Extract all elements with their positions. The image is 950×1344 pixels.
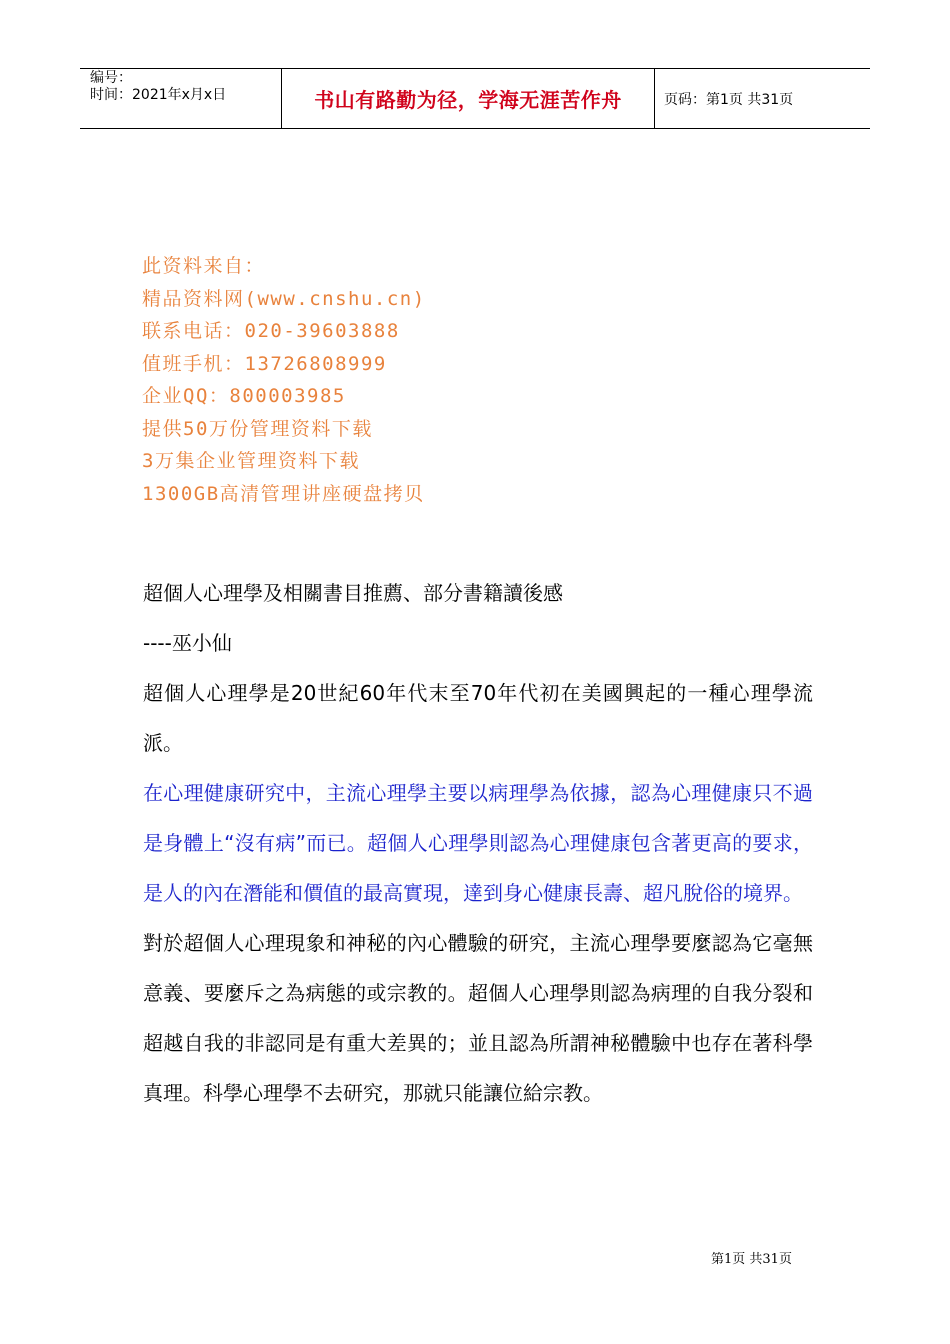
document-title: 超個人心理學及相關書目推薦、部分書籍讀後感 <box>143 581 563 605</box>
header-page-info: 页码：第1页 共31页 <box>664 91 794 108</box>
source-info-block <box>142 250 426 510</box>
paragraph-mystic: 對於超個人心理現象和神秘的內心體驗的研究，主流心理學要麼認為它毫無意義、要麼斥之為病態的或宗教的。超個人心理學則認為病理的自我分裂和超越自我的非認同是有重大差異的；並且認為所謂神秘體驗中也存在著科學真理。科學心理學不去研究，那就只能讓位給宗教。 <box>143 931 813 1105</box>
source-line: 企业QQ：800003985 <box>142 385 346 407</box>
header-meta <box>90 70 226 104</box>
source-line: 3万集企业管理资料下载 <box>142 450 360 472</box>
paragraph-health: 在心理健康研究中，主流心理學主要以病理學為依據，認為心理健康只不過是身體上“沒有病”而已。超個人心理學則認為心理健康包含著更高的要求，是人的內在潛能和價值的最高實現，達到身心健康長壽、超凡脫俗的境界。 <box>143 781 813 905</box>
source-line: 精品资料网(www.cnshu.cn) <box>142 287 426 310</box>
footer-page-number: 第1页 共31页 <box>711 1252 792 1267</box>
source-line: 联系电话：020-39603888 <box>142 320 400 342</box>
source-line: 此资料来自： <box>142 255 266 277</box>
source-line: 1300GB高清管理讲座硬盘拷贝 <box>142 482 425 505</box>
header-motto: 书山有路勤为径，学海无涯苦作舟 <box>314 88 622 112</box>
document-body <box>143 568 813 1118</box>
document-author: ----巫小仙 <box>143 631 232 655</box>
paragraph-intro: 超個人心理學是20世紀60年代末至70年代初在美國興起的一種心理學流派。 <box>143 681 813 755</box>
serial-label: 编号： <box>90 70 132 86</box>
time-label: 时间：2021年x月x日 <box>90 87 227 103</box>
header-divider-right <box>654 68 655 129</box>
source-line: 提供50万份管理资料下载 <box>142 417 373 440</box>
source-line: 值班手机：13726808999 <box>142 352 387 375</box>
